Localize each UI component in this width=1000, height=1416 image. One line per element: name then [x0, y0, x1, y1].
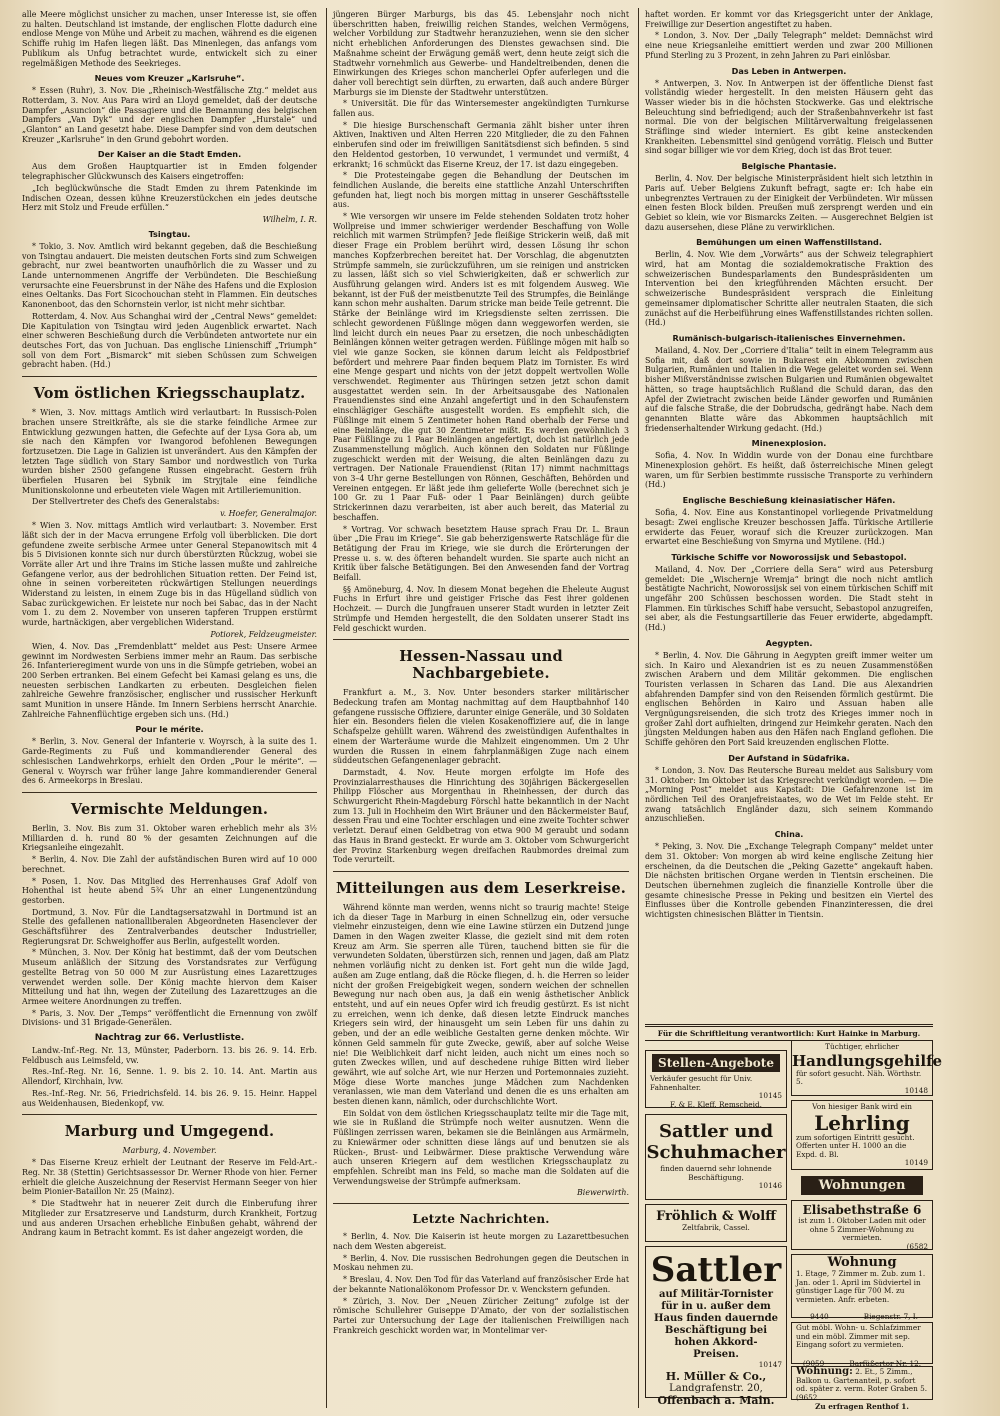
article-text: * Berlin, 3. Nov. General der Infanterie v. Woyrsch, à la suite des 1. Garde-Regiments zu Fuß und kommandierender General des schlesischen Landwehrkorps, erhielt den Orden „Pour le mérite“. — General v. Woyrsch war früher lange Jahre kommandierender General des 6. Armeekorps in Breslau. [22, 737, 317, 786]
column-2 [333, 10, 629, 1408]
ad-heading: Stellen-Angebote [652, 1054, 780, 1072]
article-text: „Ich beglückwünsche die Stadt Emden zu ihrem Patenkinde im Indischen Ozean, dessen kühne Kreuzerstückchen ein jedes deutsche Herz mit Stolz und Freude erfüllen.“ [22, 183, 317, 213]
ad-number: 10148 [904, 1085, 928, 1095]
section-heading: Rumänisch-bulgarisch-italienisches Einvernehmen. [672, 332, 906, 343]
article-text: alle Meere möglichst unsicher zu machen, unser Interesse ist, sie offen zu halten. Deutschland ist imstande, der englischen Flotte dadurch eine endlose Menge von Mühe und Arbeit zu machen, während es die eigenen Schiffe ruhig im Hafen liegen läßt. Das Minenlegen, das anfangs vom Publikum als Unfug betrachtet wurde, entwickelt sich zu einer regelmäßigen Methode des Seekrieges. [22, 10, 317, 68]
ad-heading: Handlungsgehilfe [792, 1051, 943, 1070]
section-heading: Der Kaiser an die Stadt Emden. [97, 149, 242, 160]
article-text: Wien, 4. Nov. Das „Fremdenblatt“ meldet aus Pest: Unsere Armee gewinnt im Nordwesten Serbiens immer mehr an Raum. Das serbische 26. Infanterieregiment wurde von uns in die Sümpfe getrieben, wobei an 200 Serben ertranken. Bei einem Gefecht bei Kamasi gelang es uns, die neuesten serbischen Landkarten zu erbeuten. Desgleichen fielen zahlreiche Gewehre französischer, englischer und russischer Herkunft samt Munition in unsere Hände. Im Innern Serbiens herrscht Anarchie. Zahlreiche Fahnenflüchtige ergeben sich uns. (Hd.) [22, 641, 317, 719]
ad-sattler-schuhmacher [645, 1114, 787, 1200]
article-text: Ein Soldat von dem östlichen Kriegsschauplatz teilte mir die Tage mit, wie sie in Rußland die Strümpfe noch weiter ausnutzen. Wenn die Füßlingen zerrissen waren, bekamen sie die Beinlängen aus Armärmeln, zu Kniewärmer oder schnitten diese längs auf und benutzen sie als Rücken-, Brust- und Leibwärmer. Diese praktische Verwendung wäre auch unseren Kriegern auf dem westlichen Kriegsschauplatz zu empfehlen. Schreibt man ins Feld, so mache man die Soldaten auf die Verwendungsweise der Strümpfe aufmerksam. [333, 1108, 629, 1186]
article-text: Aus dem Großen Hauptquartier ist in Emden folgender telegraphischer Glückwunsch des Kaisers eingetroffen: [22, 162, 317, 182]
article-text: Darmstadt, 4. Nov. Heute morgen erfolgte im Hofe des Provinzialarresthauses die Hinrichtung des 30jährigen Bäckergesellen Philipp Flöscher aus Morgenthau in Rheinhessen, der durch das Schwurgericht Rhein-Magdeburg Förschl hatte bekanntlich in der Nacht zum 13. Juli in Hochheim den Wirt Bräuner und den Bäckermeister Bauf, dessen Frau und eine Tochter erschlagen und eine zweite Tochter schwer verletzt. Derauf einen Geldbetrag von etwa 900 M geraubt und sodann das Haus in Brand gesteckt. Er wurde am 3. Oktober vom Schwurgericht der Provinz Starkenburg wegen dreifachen Raubmordes dreimal zum Tode verurteilt. [333, 767, 629, 865]
ad-heading: Wohnungen [801, 1176, 923, 1195]
article-text: Sofia, 4. Nov. Eine aus Konstantinopel vorliegende Privatmeldung besagt: Zwei englische Kreuzer beschossen Jaffa. Türkische Artillerie erwiderte das Feuer, worauf sich die Kreuzer zurückzogen. Man erwartet eine Beschießung von Smyrna und Mytilene. (Hd.) [645, 508, 933, 547]
ad-wohnungen-header [791, 1174, 933, 1198]
ad-handlungsgehilfe [791, 1040, 943, 1096]
signature: Wilhelm, I. R. [262, 214, 317, 224]
ad-froehlich-wolff [645, 1204, 787, 1242]
article-text: §§ Amöneburg, 4. Nov. In diesem Monat begehen die Eheleute August Fuchs in Erfurt ihre und geistiger Frische das Fest ihrer goldenen Hochzeit. — Durch die Jungfrauen unserer Stadt wurden in letzter Zeit Strümpfe und Hemden hergestellt, die den Soldaten unserer Stadt ins Feld geschickt wurden. [333, 584, 629, 633]
article-text: * Wie versorgen wir unsere im Felde stehenden Soldaten trotz hoher Wollpreise und immer schwieriger werdender Beschaffung von Wolle reichlich mit warmen Strümpfen? Jede fleißige Strickerin weiß, daß mit dieser Frage ein Problem berührt wird, dessen Lösung ihr schon manches Kopfzerbrechen bereitet hat. Der Vorschlag, die abgenutzten Strümpfe sammeln, sie zurückzuführen, um sie reinigen und anstricken zu lassen, läßt sich so viel Schwierigkeiten, daß er schwerlich zur Ausführung gelangen wird. Anders ist es mit folgendem Ausweg. Wie bekannt, ist der Fuß der meistbenutzte Teil des Strumpfes, die Beinlänge kann schon mehr aushalten. Darum stricke man beide Teile getrennt. Die Stärke der Beinlänge wird im Kriegsdienste selten zerrissen. Die schlecht gewordenen Füßlinge mögen dann weggeworfen werden, sie lind leicht durch ein neues Paar zu ersetzen, die noch unbeschädigten Beinlängen können weiter getragen werden. Füßlinge mögen mit halb so viel wie ganze Socken, sie können darum leicht als Feldpostbrief befördert und mehrere Paar finden bequem Platz im Tornister. Es wird eine Menge gespart und nichts von der jetzt doppelt wertvollen Wolle verschwendet. Regimenter aus Thüringen setzen jetzt schon damit ausgestattet werden sein. In der Arbeitsausgabe des Nationalen Frauendienstes sind eine Anzahl angefertigt und in den Schaufenstern einschlägiger Geschäfte ausgestellt worden. Es empfiehlt sich, die Füßlinge mit einem 5 Zentimeter hohen Rand oberhalb der Ferse und eine Beinlänge, die gut 30 Zentimeter mißt. Es werden gewöhnlich 3 Paar Füßlinge zu 1 Paar Beinlängen angefertigt, doch ist natürlich jede Zusammenstellung möglich. Auch können den Soldaten nur Füßlinge zugeschickt werden mit der Weisung, die alten Beinlängen dazu zu vertragen. Der Nationale Frauendienst (Ritan 17) nimmt nachmittags von 3–4 Uhr gerne Bestellungen von Rönnen, Geschäften, Behörden und Vereinen entgegen. Er läßt jede ihm gelieferte Wolle (berechnet sich je 100 Gr. zu 1 Paar Fuß- oder 1 Paar Beinlängen) durch geübte Strickerinnen dazu verarbeiten, ist aber auch bereit, das Material zu beschaffen. [333, 212, 629, 522]
article-text: * Antwerpen, 3. Nov. In Antwerpen ist der öffentliche Dienst fast vollständig wieder hergestellt. In den meisten Häusern geht das Wasser wieder bis in die höchsten Stockwerke. Gas und elektrische Beleuchtung sind befriedigend; auch der Straßenbahnverkehr ist fast normal. Die von der belgischen Militärverwaltung freigelassenen Sträflinge sind wieder interniert. Es gibt keine ansteckenden Krankheiten. Lebensmittel sind genügend vorrätig. Fleisch und Butter sind sogar billiger wie vor dem Krieg, doch ist das Brot teuer. [645, 78, 933, 156]
article-text: Berlin, 4. Nov. Wie dem „Vorwärts“ aus der Schweiz telegraphiert wird, hat am Montag die sozialdemokratische Fraktion des schweizerischen Bundesparlaments den Bundespräsidenten um Intervention bei den kriegführenden Mächten ersucht. Der schweizerische Bundespräsident versprach die Einleitung gemeinsamer diplomatischer Schritte aller neutralen Staaten, die sich zunächst auf die Herbeiführung eines Waffenstillstandes richten sollen. (Hd.) [645, 250, 933, 328]
article-text: * Die Protesteingabe gegen die Behandlung der Deutschen im feindlichen Auslande, die bereits eine stattliche Anzahl Unterschriften gefunden hat, liegt noch bis morgen mittag in unserer Geschäftsstelle aus. [333, 171, 629, 210]
article-text: * Paris, 3. Nov. Der „Temps“ veröffentlicht die Ernennung von zwölf Divisions- und 31 Brigade-Generälen. [22, 1008, 317, 1028]
ad-text: Landgrafenstr. 20, [669, 1382, 763, 1394]
section-heading: Pour le mérite. [135, 724, 204, 735]
article-text: * London, 3. Nov. Das Reutersche Bureau meldet aus Salisbury vom 31. Oktober: Im Oktober ist das Kriegsrecht verkündigt worden. — Die „Morning Post“ meldet aus Kapstadt: Die Gefahrenzone ist im nördlichen Teil des Oranjefreistaates, wo de Wet im Felde steht. Er zwang tatsächlich Engländer dazu, sich seinem Kommando anzuschließen. [645, 765, 933, 824]
article-text: * Berlin, 4. Nov. Die Zahl der aufständischen Buren wird auf 10 000 berechnet. [22, 855, 317, 874]
ad-address: Zu erfragen Renthof 1. [815, 1402, 909, 1412]
ad-firm-city: Offenbach a. Main. [657, 1393, 775, 1407]
divider [22, 1114, 317, 1115]
dateline: Marburg, 4. November. [122, 1146, 217, 1156]
ad-number: 10146 [758, 1181, 782, 1191]
section-headline: Vom östlichen Kriegsschauplatz. [33, 385, 306, 403]
section-heading: Neues vom Kreuzer „Karlsruhe“. [94, 73, 245, 84]
ad-firm-name: Fröhlich & Wolff [656, 1209, 776, 1224]
article-text: * München, 3. Nov. Der König hat bestimmt, daß der vom Deutschen Museum anläßlich der Sitzung des Vorstandsrates zur Verfügung gestellte Betrag von 50 000 M zur Ausrüstung eines Lazarettzuges verwendet werden solle. Der König machte hiervon dem Kaiser Mitteilung und hat ihn, wegen der Zuteilung des Lazarettzuges an die Armee weitere Anordnungen zu treffen. [22, 948, 317, 1006]
ad-heading: Schuhmacher [646, 1142, 786, 1163]
section-heading: Belgische Phantasie. [741, 161, 837, 172]
ad-elisabethstrasse [791, 1200, 933, 1250]
ad-schlafzimmer [791, 1322, 933, 1368]
section-headline: Marburg und Umgegend. [64, 1123, 275, 1141]
section-heading: Aegypten. [765, 637, 813, 648]
article-text: * Die Stadtwehr hat in neuerer Zeit durch die Einberufung ihrer Mitglieder zur Ersatzreserve und Landsturm, durch Krankheit, Fortzug und aus anderen Ursachen erhebliche Einbußen gehabt, während der Andrang kaum in Betracht kommt. Es ist daher angezeigt worden, die [22, 1199, 317, 1238]
article-text: * Berlin, 4. Nov. Die Kaiserin ist heute morgen zu Lazarettbesuchen nach dem Westen abgereist. [333, 1232, 629, 1252]
article-text: * Das Eiserne Kreuz erhielt der Leutnant der Reserve im Feld-Art.-Reg. Nr. 38 (Stettin) Gerichtsassessor Dr. Werner Rhode von hier. Ferner erhielt die gleiche Auszeichnung der Reservist Hermann Seeger von hier beim Pionier-Bataillon Nr. 25 (Mainz). [22, 1158, 317, 1197]
ad-text: zum sofortigen Eintritt gesucht. Offerten unter H. 1000 an die Expd. d. Bl. [796, 1132, 915, 1159]
article-text: haftet worden. Er kommt vor das Kriegsgericht unter der Anklage, Freiwillige zur Desertion angestiftet zu haben. [645, 10, 933, 29]
ad-number: (6582 [906, 1241, 928, 1251]
ad-heading: Sattler und [658, 1121, 774, 1142]
article-text: * Peking, 3. Nov. Die „Exchange Telegraph Company“ meldet unter dem 31. Oktober: Von morgen ab wird keine englische Zeitung hier erscheinen, da die Deutschen die „Peking Gazette“ angekauft haben. Die nächsten britischen Organe werden in Tientsin erscheinen. Die Deutschen übernehmen zugleich die finanzielle Kontrolle über die gesamte chinesische Presse in Peking und besitzen ein Viertel des Einflusses über die Kontrolle gebenden Finanzinteressen, die drei wichtigsten chinesischen Blätter in Tientsin. [645, 842, 933, 920]
article-text: * Universität. Die für das Wintersemester angekündigten Turnkurse fallen aus. [333, 99, 629, 119]
article-text: * Berlin, 4. Nov. Die russischen Bedrohungen gegen die Deutschen in Moskau nehmen zu. [333, 1253, 629, 1273]
article-text: * Wien 3. Nov. mittags Amtlich wird verlautbart: 3. November. Erst läßt sich der in der Macva errungene Erfolg voll überblicken. Die dort gefundene zweite serbische Armee unter General Stepanowitsch mit 4 bis 5 Divisionen konnte sich nur durch überstürzten Rückzug, wobei sie Vorräte aller Art und ihre Trains im Stiche lassen mußte und zahlreiche Gefangene verlor, aus der bedrohlichen Situation retten. Der Feind ist, ohne in seinen vorbereiteten rückwärtigen Stellungen neuerdings Widerstand zu leisten, in einem Zuge bis in das Hügelland südlich von Sabac zurückgewichen. Er leistete nur noch bei Sabac, das in der Nacht vom 1. zu dem 2. November von unseren tapferen Truppen erstürmt wurde, hartnäckigen, aber vergeblichen Widerstand. [22, 521, 317, 628]
ad-sattler-tornister [645, 1246, 787, 1407]
article-text: * London, 3. Nov. Der „Daily Telegraph“ meldet: Demnächst wird eine neue Kriegsanleihe emittiert werden und zwar 200 Millionen Pfund Sterling zu 3 Prozent, in zehn Jahren zu Pari einlösbar. [645, 31, 933, 60]
section-headline: Hessen-Nassau und Nachbargebiete. [399, 648, 563, 683]
ad-text: 2. Et., 5 Zimm., Balkon u. Gartenanteil, p. sofort od. später z. verm. Roter Graben 5. [796, 1367, 928, 1394]
ad-firm: F. & E. Kleff, Remscheid. [670, 1099, 762, 1109]
casualty-entry: Landw.-Inf.-Reg. Nr. 13, Münster, Paderborn. 13. bis 26. 9. 14. Erb. Feldbusch aus Leimsfeld, vw. [22, 1046, 317, 1065]
ad-text: Zeltfabrik, Cassel. [682, 1223, 750, 1232]
ad-stellen-angebote [645, 1050, 787, 1108]
ad-text: für sofort gesucht. Näh. Wörthstr. 5. [796, 1068, 922, 1087]
ad-text: 1. Etage, 7 Zimmer m. Zub. zum 1. Jan. oder 1. April im Südviertel in günstiger Lage für 700 M. zu vermieten. Anfr. erbeten. [796, 1269, 926, 1304]
ad-number: (9059 [802, 1358, 825, 1368]
article-text: Während könnte man werden, wenns nicht so traurig machte! Steige ich da dieser Tage in Marburg in einen Schnellzug ein, oder versuche vielmehr einzusteigen, denn wie eine Lawine stürzen ein Dutzend junge Damen in den Wagen zweiter Klasse, die gezielt sind mit dem roten Kreuz am Arm. Sie sperren alle Türen, tauchend bitten sie für die verwundeten Soldaten, überstürzen sich, rennen und jagen, daß am Platz nehmen vorläufig nicht zu denken ist. Fort geht nun die wilde Jagd, außen am Zuge entlang, daß die Röcke fliegen, d. h. die Herren so leider nicht der großen Freigebigkeit wegen, sondern weichen der schnellen Bewegung nur nach oben aus, ja daß ein wenig ästhetischer Anblick entsteht, und auf ein neues Opfer wird ich freudig gestürzt. Es ist nicht zu erreichen, wenn ich denke, daß diesen letzte Eindruck manches Kriegers sein wird, der hinausgeht um sein Leben für uns dahin zu geben, und der an edle weibliche Gestalten gerne denken möchte. Wir können Geld sammeln für gute Zwecke, gewiß, aber auf solche Weise nie! Die Weiblichkeit darf nicht leiden, auch nicht um eines noch so guten Zweckes willen, und auf deschedene ruhige Bitten wird lieber gewährt, wie auf solche Art, wie nur Herzen und Portemonnaies zuzieht. Möge diese Worte manches junge Mädchen zum Nachdenken veranlassen, wie man dem Vaterland und denen die es uns erhalten am besten dienen kann, nämlich, oder durchschlichte Wort. [333, 902, 629, 1107]
section-headline: Vermischte Meldungen. [70, 801, 269, 818]
article-text: * Die hiesige Burschenschaft Germania zählt bisher unter ihren Aktiven, Inaktiven und Alten Herren 220 Mitglieder, die zu den Fahnen einberufen sind oder im freiwilligen Sanitätsdienst sich befinden. 5 sind den Heldentod gestorben, 10 verwundet, 1 vermundet und vermißt, 4 erkrankt; 16 schmückt das Eiserne Kreuz, der 17. ist dazu eingegeben. [333, 120, 629, 169]
section-heading: China. [774, 829, 804, 840]
section-heading: Tsingtau. [148, 228, 191, 239]
article-text: * Essen (Ruhr), 3. Nov. Die „Rheinisch-Westfälische Ztg.“ meldet aus Rotterdam, 3. Nov. Aus Para wird an Lloyd gemeldet, daß der deutsche Dampfer „Asuncion“ die Passagiere und die Bemannung des belgischen Dampfers „Van Dyk“ und der englischen Dampfer „Hurstale“ und „Glanton“ an Land gesetzt habe. Diese Dampfer sind von dem deutschen Kreuzer „Karlsruhe“ in den Grund gebohrt worden. [22, 86, 317, 144]
signature: Potiorek, Feldzeugmeister. [210, 629, 317, 639]
ad-heading: Lehrling [814, 1110, 910, 1135]
section-heading: Nachtrag zur 66. Verlustliste. [94, 1033, 245, 1044]
signature: Biewerwirth. [577, 1188, 629, 1198]
article-text: Berlin, 3. Nov. Bis zum 31. Oktober waren erheblich mehr als 3½ Milliarden d. h. rund 80 % der gesamten Zeichnungen auf die Kriegsanleihe eingezahlt. [22, 824, 317, 853]
article-text: Rotterdam, 4. Nov. Aus Schanghai wird der „Central News“ gemeldet: Die Kapitulation von Tsingtau wird jeden Augenblick erwartet. Nach einer schweren Beschießung durch die Verbündeten antwortete nur ein deutsches Fort, das von Juchuan. Das englische Linienschiff „Triumph“ soll von dem Fort „Bismarck“ mit sieben Schüssen zum Schweigen gebracht haben. (Hd.) [22, 311, 317, 370]
ad-address: Biegenstr. 7, I. [863, 1312, 918, 1322]
ad-text: finden dauernd sehr lohnende Beschäftigung. [660, 1164, 772, 1182]
column-rule [638, 8, 639, 1408]
article-text: * Breslau, 4. Nov. Den Tod für das Vaterland auf französischer Erde hat der bekannte Nationalökonom Professor Dr. v. Wenckstern gefunden. [333, 1275, 629, 1294]
article-text: Berlin, 4. Nov. Der belgische Ministerpräsident hielt sich letzthin in Paris auf. Ueber Belgiens Zukunft befragt, sagte er: Ich habe ein unbegrenztes Vertrauen zu der Einigkeit der Verbündeten. Wir müssen einen festen Block bilden. Preußen muß zersprengt werden und ein Gebiet so klein, wie vor Bismarcks Zeiten. — Ausgerechnet Belgien ist dazu ausersehen, diese Pläne zu verwirklichen. [645, 174, 933, 232]
advertisements [645, 1040, 943, 1412]
column-3 [645, 10, 933, 1016]
section-heading: Bemühungen um einen Waffenstillstand. [696, 237, 882, 248]
ad-address: Barfüßertor Nr. 12. [849, 1358, 922, 1368]
ad-firm-name: H. Müller & Co., [665, 1369, 767, 1383]
divider [22, 792, 317, 793]
section-heading: Das Leben in Antwerpen. [731, 65, 847, 76]
ad-heading: Wohnung: [796, 1366, 853, 1377]
casualty-entry: Res.-Inf.-Reg. Nr. 16, Senne. 1. 9. bis 2. 10. 14. Ant. Martin aus Allendorf, Kirchhain, lvw. [22, 1067, 317, 1087]
ad-text: ist zum 1. Oktober Laden mit oder ohne 5 Zimmer-Wohnung zu vermieten. [798, 1216, 926, 1243]
article-text: * Berlin, 4. Nov. Die Gährung in Aegypten greift immer weiter um sich. In Kairo und Alexandrien ist es zu neuen Zusammenstößen zwischen Arabern und dem Militär gekommen. Die englischen Touristen verlassen in Scharen das Land. Die aus Alexandrien abfahrenden Dampfer sind von den Reisenden förmlich gestürmt. Die englischen Behörden in Kairo und Assuan haben alle Vergnügungsreisenden, die sich trotz des Krieges immer noch in großer Zahl dort aufhielten, dringend zur Heimkehr geraten. Nach den jüngsten Meldungen haben aus den Häfen nach England geflohen. Die Schiffe gehören den Port Said kreuzenden englischen Flotte. [645, 650, 933, 748]
article-text: Sofia, 4. Nov. In Widdin wurde von der Donau eine furchtbare Minenexplosion gehört. Es heißt, daß österreichische Minen gelegt waren, um für Serbien bestimmte russische Transporte zu verhindern (Hd.) [645, 451, 933, 490]
ad-heading: Elisabethstraße 6 [802, 1203, 922, 1217]
ad-text: Verkäufer gesucht für Univ. Fahnenhalter. [650, 1074, 753, 1092]
section-heading: Minenexplosion. [751, 438, 827, 449]
article-text: * Tokio, 3. Nov. Amtlich wird bekannt gegeben, daß die Beschießung von Tsingtau andauert. Die meisten deutschen Forts sind zum Schweigen gebracht, nur zwei beantworten unaufhörlich die zu Wasser und zu Lande unternommenen Angriffe der Verbündeten. Die Beschießung verursachte eine Feuersbrunst in der Nähe des Hafens und die Explosion eines Oeltanks. Das Fort Sicochouchan steht in Flammen. Ein deutsches Kanonenboot, das den Schornstein verlor, ist nicht mehr sichtbar. [22, 241, 317, 310]
ad-lehrling [791, 1100, 933, 1170]
casualty-entry: Res.-Inf.-Reg. Nr. 56, Friedrichsfeld. 14. bis 26. 9. 15. Heinr. Happel aus Weidenhausen, Biedenkopf, vw. [22, 1088, 317, 1108]
section-headline: Letzte Nachrichten. [412, 1212, 550, 1227]
divider [333, 871, 629, 872]
section-heading: Englische Beschießung kleinasiatischer Häfen. [682, 495, 896, 506]
ad-number: 10147 [758, 1360, 782, 1369]
article-text: * Zürich, 3. Nov. Der „Neuen Züricher Zeitung“ zufolge ist der römische Schullehrer Guiseppe D'Amato, der von der sozialistischen Partei zur Untersuchung der Lage der italienischen Freiwilligen nach Frankreich geschickt worden war, in Montelimar ver- [333, 1296, 629, 1335]
ad-text: Tüchtiger, ehrlicher [825, 1042, 899, 1051]
ad-text: Gut möbl. Wohn- u. Schlafzimmer und ein möbl. Zimmer mit sep. Eingang sofort zu vermieten. [796, 1323, 921, 1350]
section-heading: Der Aufstand in Südafrika. [728, 752, 850, 763]
ad-text: auf Militär-Tornister für in u. außer dem Haus finden dauernde Beschäftigung bei hohen Akkord-Preisen. [654, 1289, 778, 1360]
ad-number: (9652 [796, 1392, 818, 1402]
article-text: * Vortrag. Vor schwach besetztem Hause sprach Frau Dr. L. Braun über „Die Frau im Kriege“. Sie gab beherzigenswerte Ratschläge für die Betätigung der Frau im Kriege, wie sie durch die Erörterungen der Presse u. s. w. des öfteren behandelt wurden. Sie sparte auch nicht an Kritik über falsche Betätigungen. Bei den Anwesenden fand der Vortrag Beifall. [333, 524, 629, 583]
editor-responsible-line: Für die Schriftleitung verantwortlich: Kurt Hainke in Marburg. [645, 1024, 933, 1041]
divider [333, 1203, 629, 1204]
article-text: Der Stellvertreter des Chefs des Generalstabs: [32, 497, 220, 507]
article-text: Frankfurt a. M., 3. Nov. Unter besonders starker militärischer Bedeckung trafen am Montag nachmittag auf dem Hauptbahnhof 140 gefangene russische Offiziere, darunter einige Generäle, und 30 Soldaten hier ein. Besonders fielen die vielen Kosakenoffiziere auf, die in lange Schafspelze gehüllt waren. Während des zweistündigen Aufenthaltes in einem der Warteräume wurde die Mahlzeit eingenommen. Um 2 Uhr wurden die Russen in einem fahrplanmäßigen Zuge nach einem süddeutschen Gefangenenlager gebracht. [333, 688, 629, 766]
column-rule [326, 8, 327, 1408]
column-1 [22, 10, 317, 1408]
ad-number: 10149 [904, 1158, 928, 1168]
article-text: jüngeren Bürger Marburgs, bis das 45. Lebensjahr noch nicht überschritten haben, freiwillig reichen Standes, welchen Vermögens, welcher Vorbildung zur Stadtwehr heranzuziehen, wenn sie den sicher nicht erheblichen Anforderungen des Dienstes gewachsen sind. Die Maßnahme scheint der Erwägung gemäß wert, denn heute zeigt sich die Stadtwehr vornehmlich aus Gewerbe- und Handeltreibenden, denen die Einwirkungen des Krieges schon mancherlei Opfer auferlegen und die daher voll berechtigt sein dürften, zu erwarten, daß auch andere Bürger Marburgs sie im Dienste der Stadtwehr unterstützen. [333, 10, 629, 97]
article-text: * Wien, 3. Nov. mittags Amtlich wird verlautbart: In Russisch-Polen brachen unsere Streitkräfte, als sie die starke feindliche Armee zur Entwicklung gezwungen hatten, die Gefechte auf der Lysa Gora ab, um sie nach den Kämpfen vor Iwangorod befohlenen Bewegungen fortzusetzen. Die Lage in Galizien ist unverändert. Aus den Kämpfen der letzten Tage südlich von Stary Sambor und nordwestlich von Turka wurden bisher 2500 gefangene Russen eingebracht. Gestern früh überfielen Husaren bei Sybnik im Stryjtale eine feindliche Munitionskolonne und erbeuteten viele Wagen mit Artilleriemunition. [22, 408, 317, 495]
ad-text: Von hiesiger Bank wird ein [812, 1102, 912, 1111]
ad-wohnung-1 [791, 1254, 933, 1322]
ad-wohnung-2 [791, 1366, 933, 1412]
article-text: Mailand, 4. Nov. Der „Corriere d'Italia“ teilt in einem Telegramm aus Sofia mit, daß dort sowie in Bukarest ein Abkommen zwischen Bulgarien, Rumänien und Italien in die Wege geleitet worden sei. Wenn bisher Mißverständnisse zwischen Bulgarien und Rumänien obgewaltet hätten, so trage hauptsächlich Rußland die Schuld daran, das den Apfel der Zwietracht zwischen beide Länder geworfen und Rumänien auf die falsche Straße, die der Dobrudscha, gedrängt habe. Nach dem genannten Blatte wäre das Abkommen hauptsächlich mit friedenserhaltender Wirkung gedacht. (Hd.) [645, 345, 933, 433]
divider [22, 376, 317, 377]
ad-heading: Wohnung [827, 1255, 897, 1270]
ad-text-line [792, 1367, 932, 1403]
article-text: * Posen, 1. Nov. Das Mitglied des Herrenhauses Graf Adolf von Hohenthal ist heute abend 5¾ Uhr an einer Lungenentzündung gestorben. [22, 876, 317, 905]
divider [333, 639, 629, 640]
section-headline: Mitteilungen aus dem Leserkreise. [335, 879, 627, 897]
signature: v. Hoefer, Generalmajor. [220, 509, 317, 519]
ad-number: 9440 [810, 1312, 829, 1322]
ad-number: 10145 [758, 1091, 782, 1101]
section-heading: Türkische Schiffe vor Noworossijsk und Sebastopol. [671, 551, 907, 562]
ad-heading: Sattler [650, 1250, 782, 1290]
article-text: Dortmund, 3. Nov. Für die Landtagsersatzwahl in Dortmund ist an Stelle des gefallenen nationalliberalen Abgeordneten Hasenclever der Geschäftsführer des Zentralverbandes deutscher Industrieller, Regierungsrat Dr. Schweighoffer aus Berlin, aufgestellt worden. [22, 907, 317, 946]
article-text: Mailand, 4. Nov. Der „Corriere della Sera“ wird aus Petersburg gemeldet: Die „Wischernje Wremja“ bringt die noch nicht amtlich bestätigte Nachricht, Noworossijsk sei von einem türkischen Schiff mit ungefähr 200 Schüssen beschossen worden. Die Stadt steht in Flammen. Ein türkisches Schiff habe versucht, Sebastopol anzugreifen, sei aber, als die Festungsartillerie das Feuer erwiderte, abgedampft. (Hd.) [645, 564, 933, 633]
